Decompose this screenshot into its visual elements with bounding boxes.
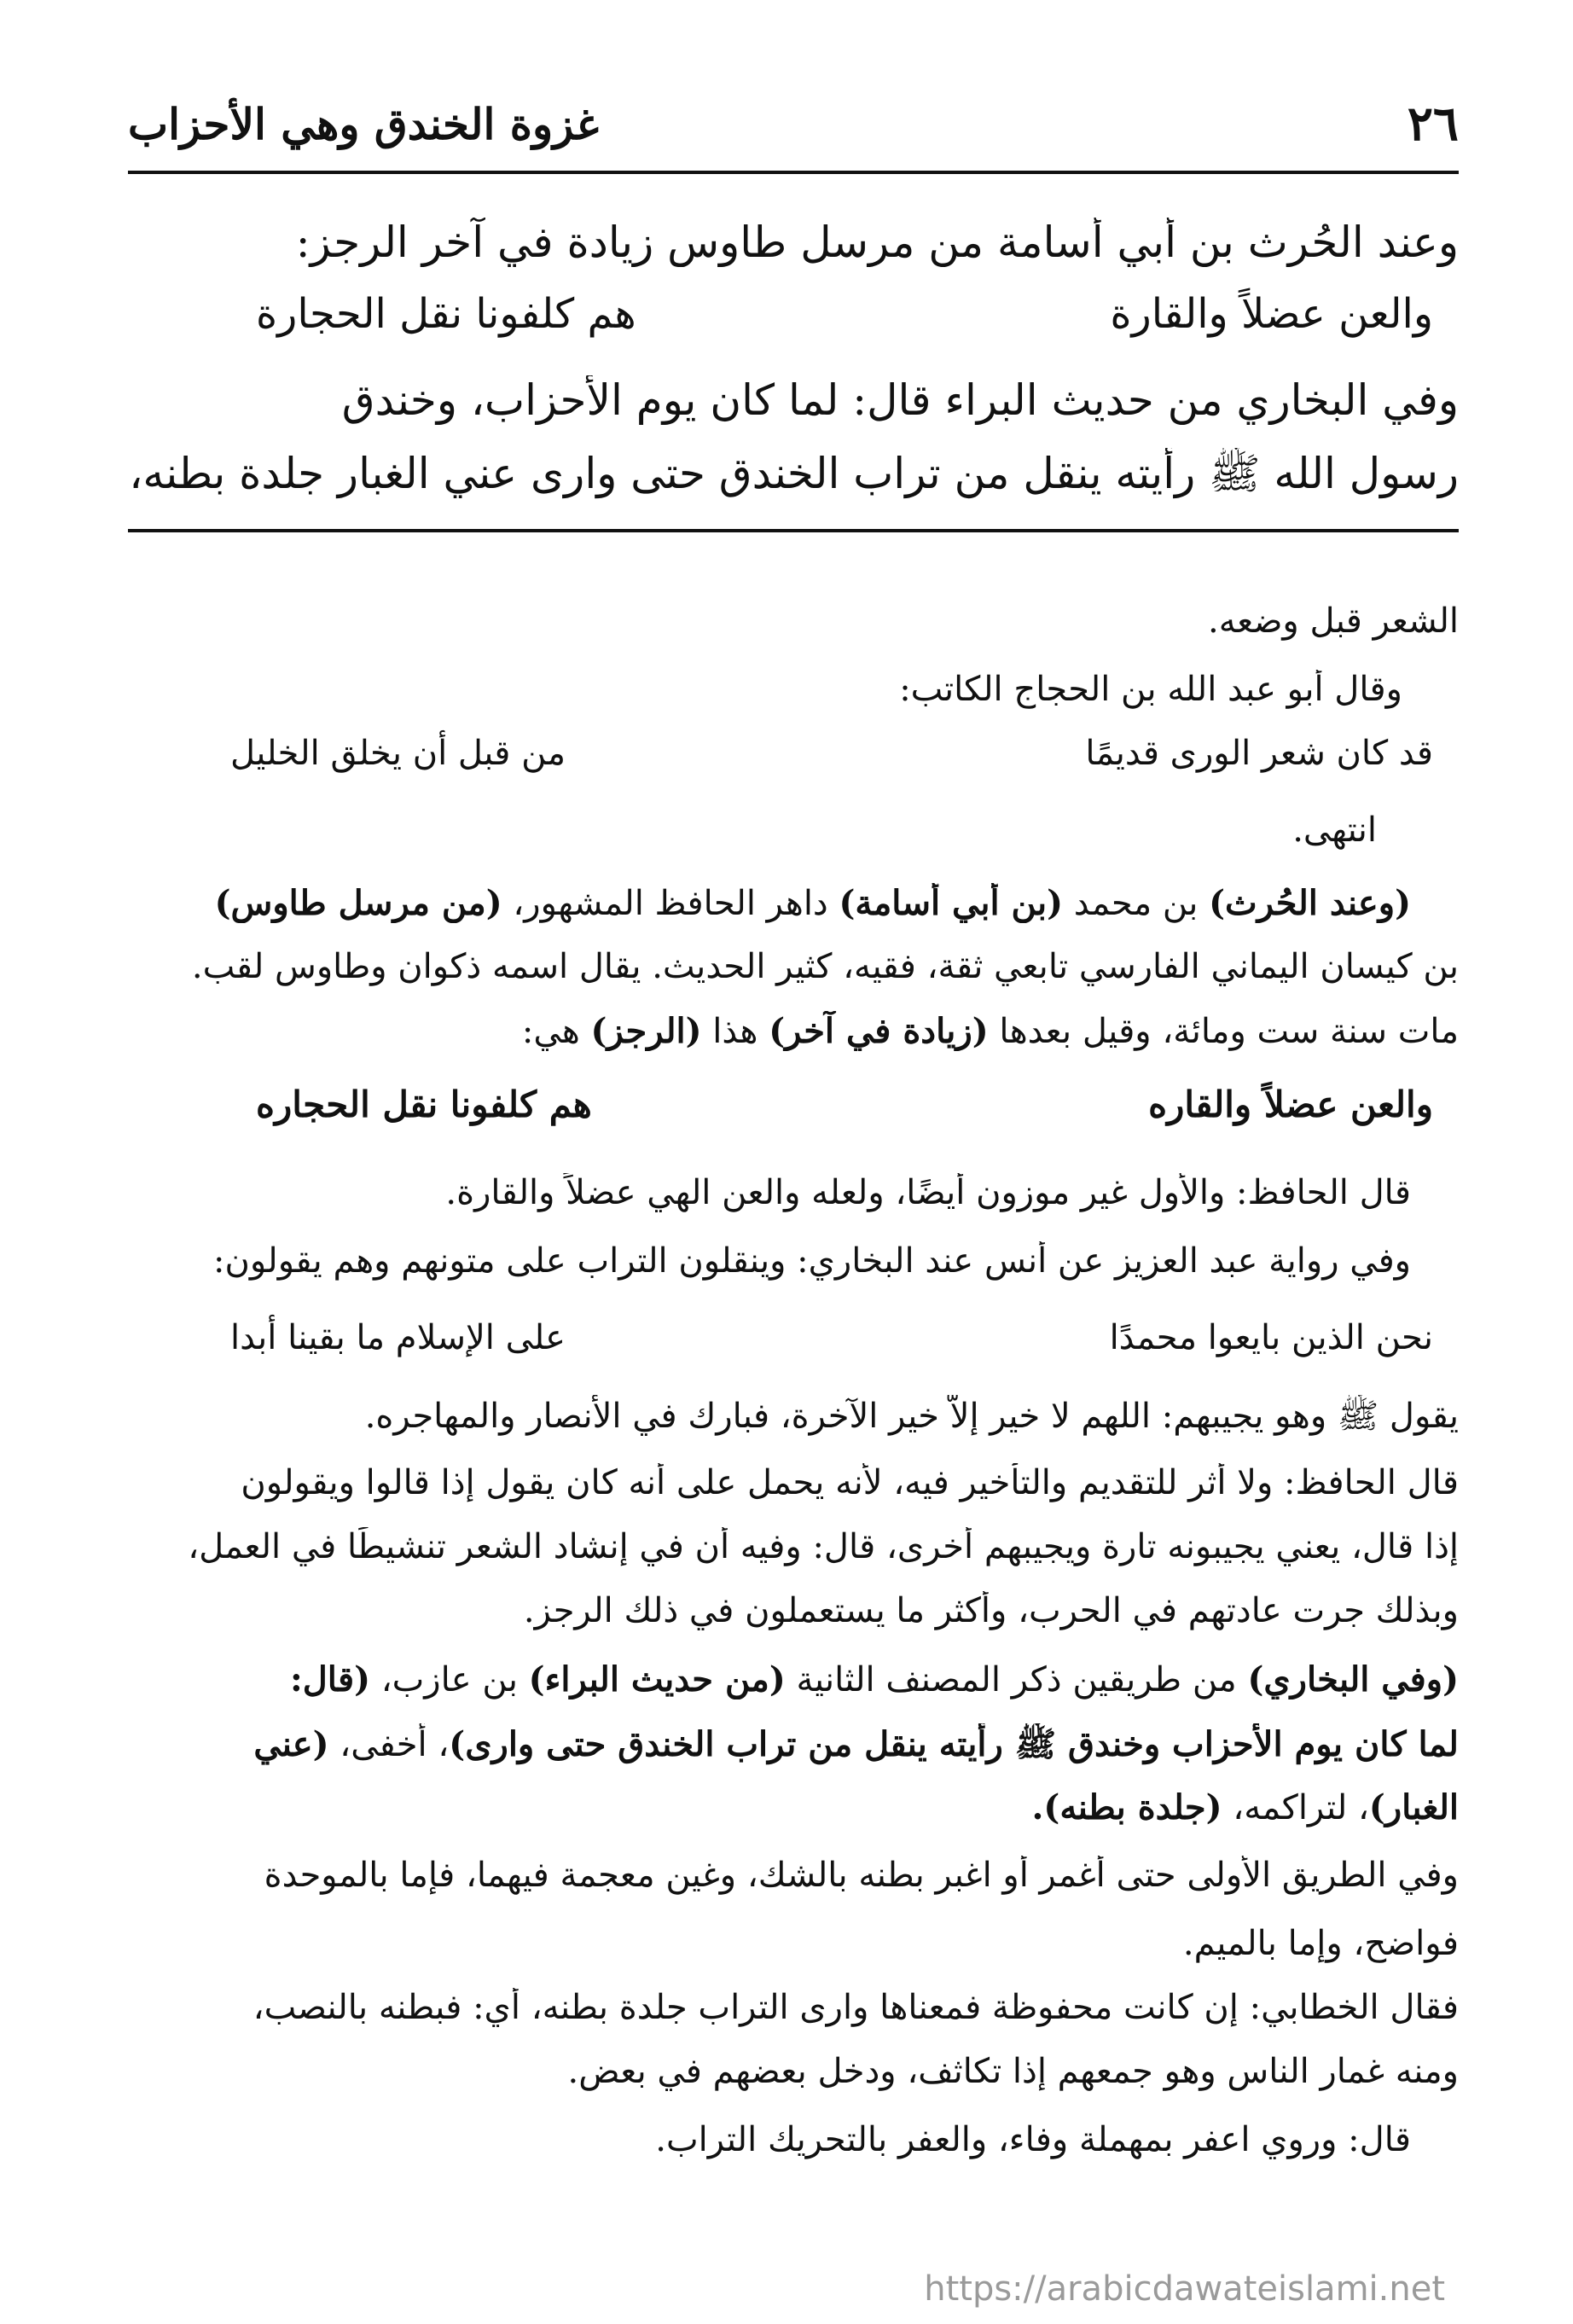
sharh-line: وقال أبو عبد الله بن الحجاج الكاتب: <box>899 670 1402 709</box>
text-run: مات سنة ست ومائة، وقيل بعدها <box>988 1012 1459 1051</box>
verse-hemistich-1: والعن عضلاً والقاره <box>1148 1084 1433 1125</box>
verse-hemistich-1: والعن عضلاً والقارة <box>1110 290 1433 338</box>
sharh-line <box>128 1787 1459 1827</box>
bold-quote: (عني <box>253 1724 329 1764</box>
sharh-line: قال: وروي اعفر بمهملة وفاء، والعفر بالتحريك التراب. <box>655 2120 1411 2159</box>
sharh-line: بن كيسان اليماني الفارسي تابعي ثقة، فقيه، كثير الحديث. يقال اسمه ذكوان وطاوس لقب. <box>191 947 1459 986</box>
text-run: ، أخفى، <box>328 1725 450 1764</box>
sharh-verse <box>128 1084 1459 1125</box>
sharh-line <box>128 1011 1459 1051</box>
sharh-line <box>128 1723 1459 1773</box>
text-run: من طريقين ذكر المصنف الثانية <box>785 1660 1248 1699</box>
sharh-line: قال الحافظ: ولا أثر للتقديم والتأخير فيه، لأنه يحمل على أنه كان يقول إذا قالوا ويقولون <box>241 1463 1459 1502</box>
sharh-line <box>128 1659 1459 1699</box>
matn-line-3: رسول الله ﷺ رأيته ينقل من تراب الخندق حتى وارى عني الغبار جلدة بطنه، <box>129 449 1459 498</box>
bold-quote: (من مرسل طاوس) <box>214 883 502 923</box>
bold-quote: لما كان يوم الأحزاب وخندق ﷺ رأيته ينقل من تراب الخندق حتى وارى) <box>449 1724 1459 1764</box>
matn-line-2: وفي البخاري من حديث البراء قال: لما كان يوم الأحزاب، وخندق <box>341 375 1459 425</box>
sharh-line: إذا قال، يعني يجيبونه تارة ويجيبهم أخرى، قال: وفيه أن في إنشاد الشعر تنشيطًا في العمل، <box>188 1527 1459 1566</box>
sharh-line: فواضح، وإما بالميم. <box>1182 1924 1459 1963</box>
bold-quote: الغبار) <box>1368 1787 1459 1827</box>
bold-quote: (قال: <box>289 1659 370 1699</box>
verse-hemistich-1: قد كان شعر الورى قديمًا <box>1085 734 1433 773</box>
matn-line-1: وعند الحُرث بن أبي أسامة من مرسل طاوس زيادة في آخر الرجز: <box>295 218 1459 267</box>
bold-quote: (وفي البخاري) <box>1247 1659 1459 1699</box>
sharh-line: وفي الطريق الأولى حتى أغمر أو اغبر بطنه بالشك، وغين معجمة فيهما، فإما بالموحدة <box>264 1856 1459 1895</box>
sharh-line: يقول ﷺ وهو يجيبهم: اللهم لا خير إلاَّ خير الآخرة، فبارك في الأنصار والمهاجره. <box>364 1397 1459 1436</box>
text-run: بن محمد <box>1063 884 1210 923</box>
text-run: هذا <box>701 1012 769 1051</box>
bold-quote: (جلدة بطنه). <box>1031 1787 1222 1827</box>
text-run: هي: <box>521 1012 591 1051</box>
page-header <box>128 90 1459 158</box>
text-run: ، لتراكمه، <box>1222 1788 1369 1827</box>
sharh-line: وفي رواية عبد العزيز عن أنس عند البخاري: وينقلون التراب على متونهم وهم يقولون: <box>213 1241 1411 1281</box>
sharh-verse <box>128 1318 1459 1357</box>
chapter-title: غزوة الخندق وهي الأحزاب <box>128 98 599 149</box>
verse-hemistich-1: نحن الذين بايعوا محمدًا <box>1109 1318 1433 1357</box>
verse-hemistich-2: على الإسلام ما بقينا أبدا <box>230 1318 566 1357</box>
verse-hemistich-2: هم كلفونا نقل الحجارة <box>256 290 636 338</box>
text-run: داهر الحافظ المشهور، <box>502 884 839 923</box>
bold-quote: (بن أبي أسامة) <box>839 883 1064 923</box>
verse-hemistich-2: هم كلفونا نقل الحجاره <box>256 1084 592 1125</box>
sharh-line: الشعر قبل وضعه. <box>1207 601 1459 641</box>
sharh-line <box>128 883 1411 923</box>
sharh-verse <box>128 734 1459 773</box>
header-divider <box>128 171 1459 174</box>
source-watermark: https://arabicdawateislami.net <box>924 2269 1445 2309</box>
sharh-line: ومنه غمار الناس وهو جمعهم إذا تكاثف، ودخل بعضهم في بعض. <box>567 2052 1459 2091</box>
text-run: بن عازب، <box>370 1660 529 1699</box>
sharh-line: انتهى. <box>1292 810 1377 850</box>
bold-quote: (وعند الحُرث) <box>1209 883 1411 923</box>
sharh-line: فقال الخطابي: إن كانت محفوظة فمعناها وارى التراب جلدة بطنه، أي: فبطنه بالنصب، <box>252 1988 1459 2027</box>
matn-sharh-divider <box>128 529 1459 532</box>
matn-verse <box>128 290 1459 338</box>
verse-hemistich-2: من قبل أن يخلق الخليل <box>230 734 566 773</box>
sharh-line: وبذلك جرت عادتهم في الحرب، وأكثر ما يستعملون في ذلك الرجز. <box>523 1591 1459 1630</box>
sharh-line: قال الحافظ: والأول غير موزون أيضًا، ولعله والعن الهي عضلاً والقارة. <box>445 1173 1411 1212</box>
bold-quote: (الرجز) <box>590 1011 702 1051</box>
bold-quote: (من حديث البراء) <box>528 1659 786 1699</box>
page-number: ٢٦ <box>1407 96 1459 152</box>
bold-quote: (زيادة في آخر) <box>769 1011 989 1051</box>
